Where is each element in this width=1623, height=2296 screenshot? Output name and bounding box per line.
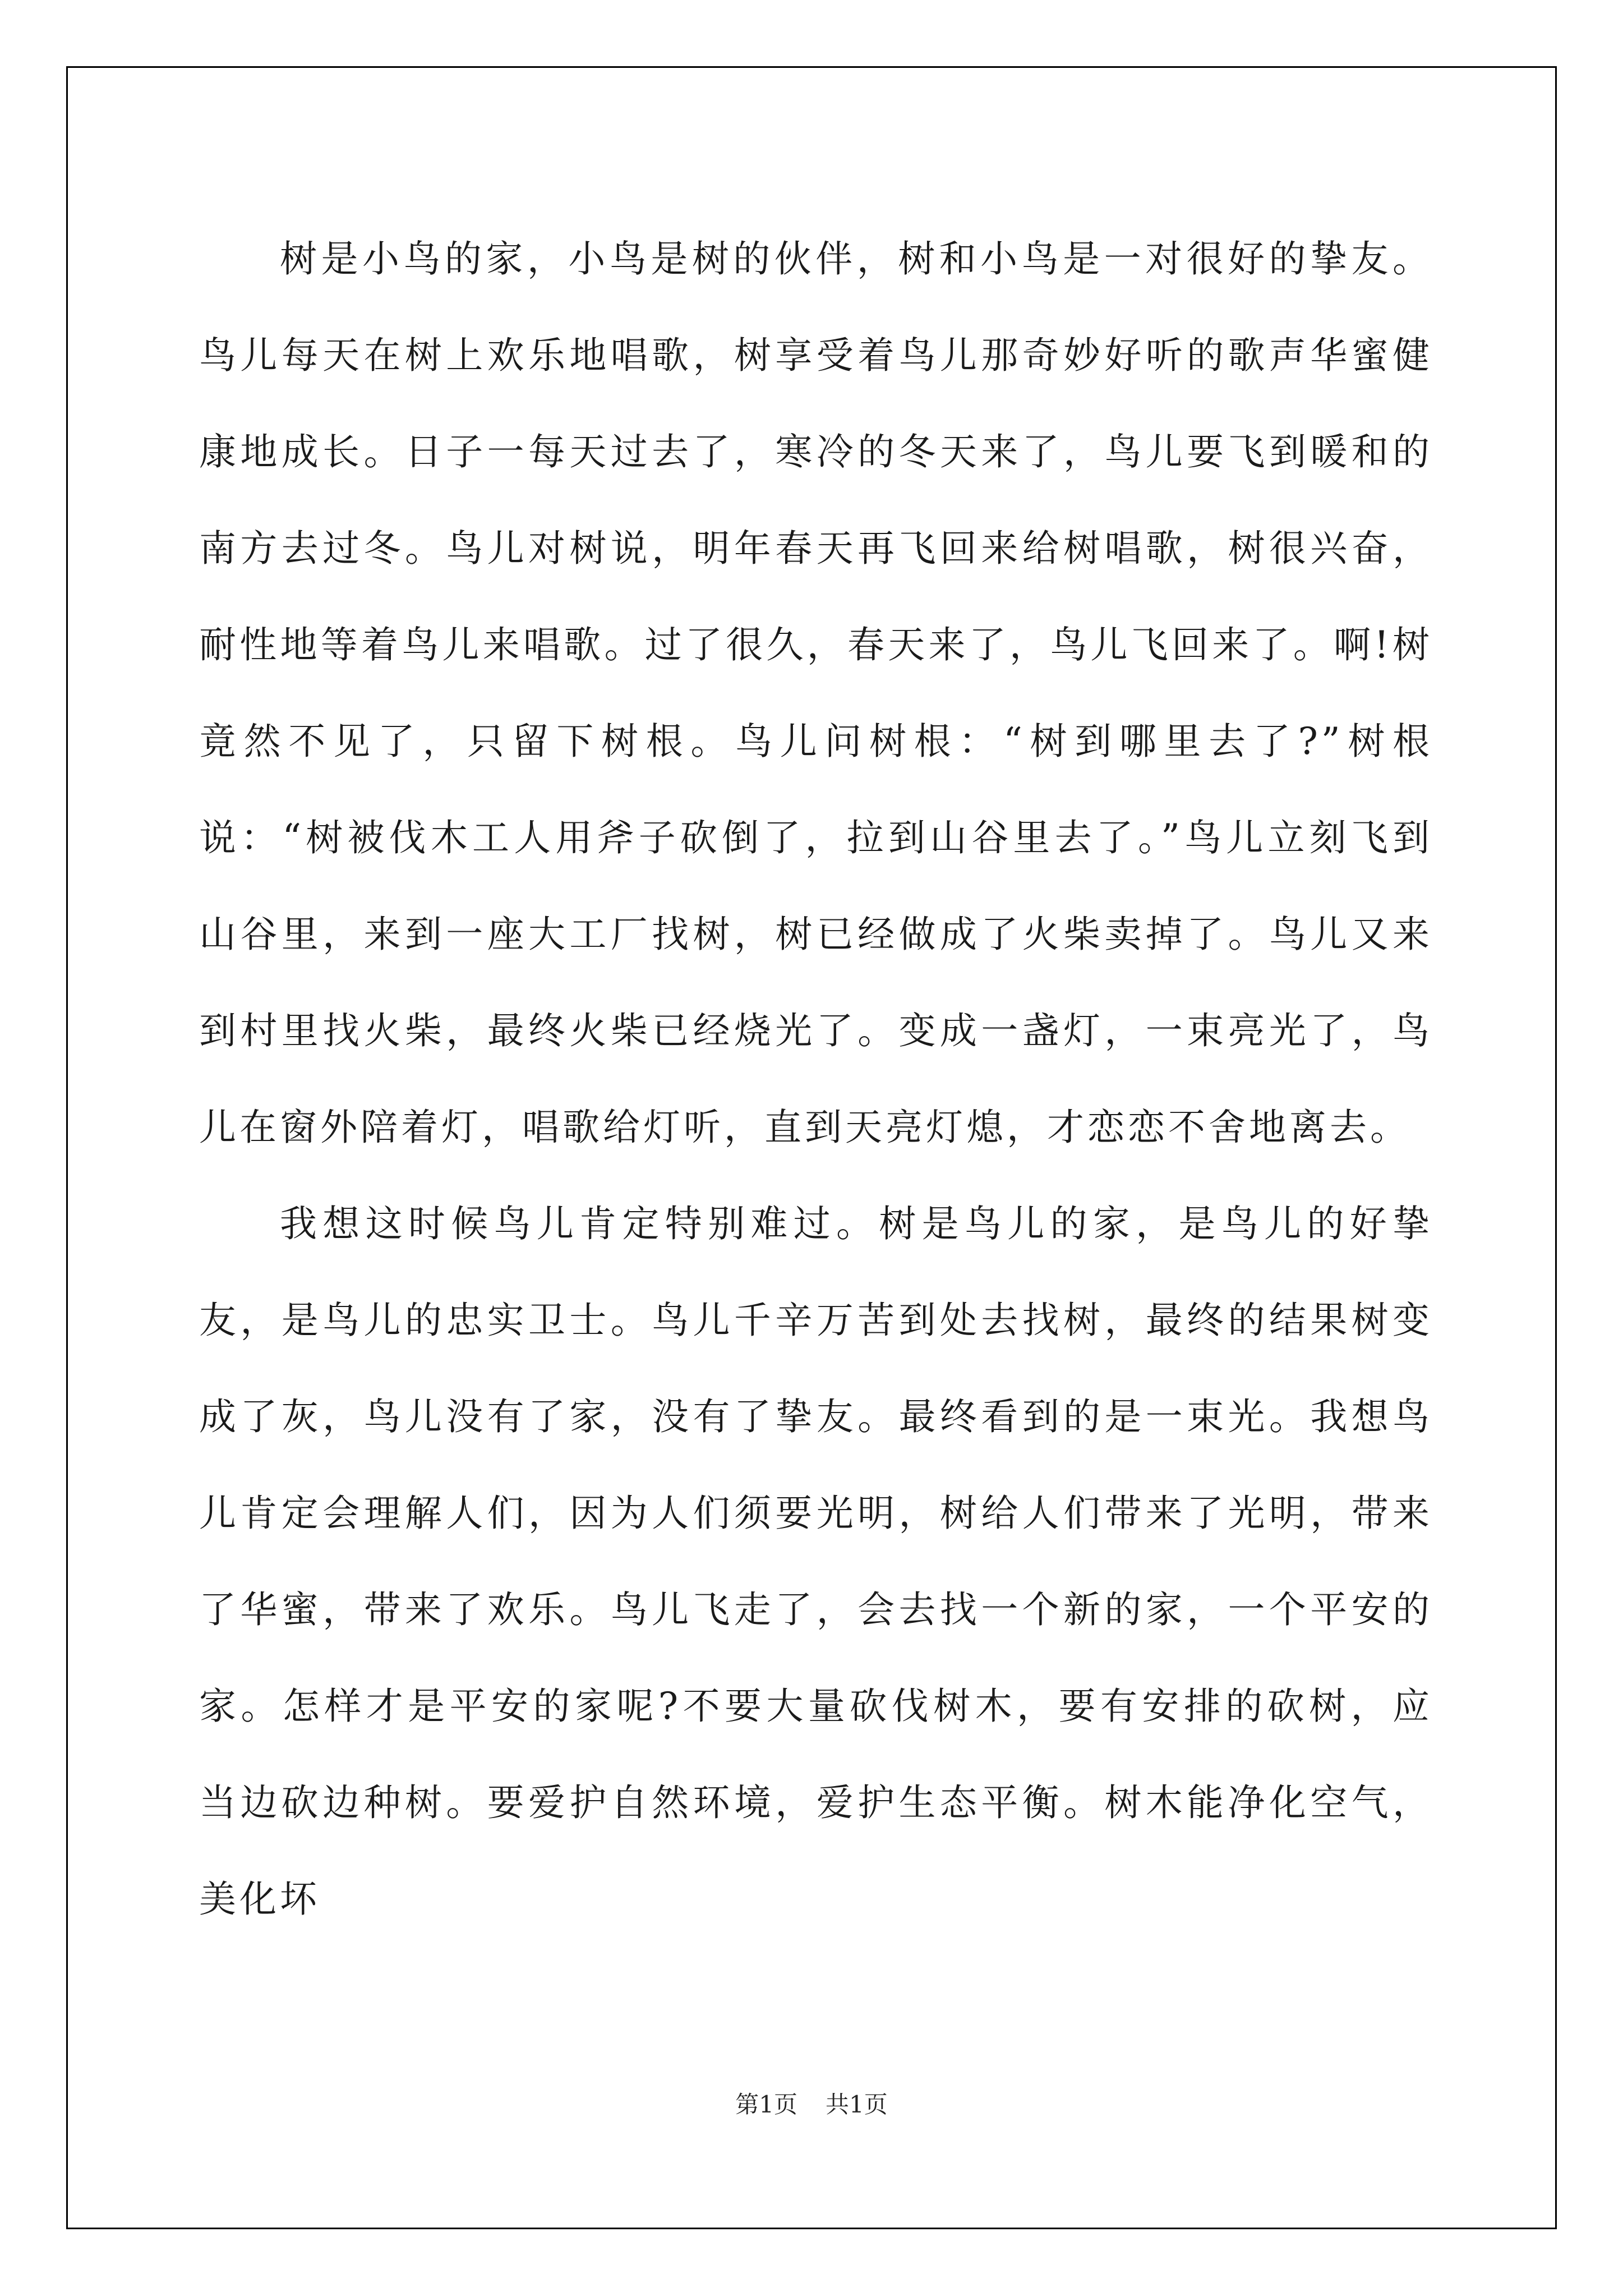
- document-body: [199, 211, 1433, 1948]
- page-number: 第1页: [735, 2091, 797, 2118]
- page-total: 共1页: [826, 2091, 888, 2118]
- page-footer: [0, 2088, 1623, 2122]
- paragraph-1: 树是小鸟的家，小鸟是树的伙伴，树和小鸟是一对很好的挚友。鸟儿每天在树上欢乐地唱歌，树享受着鸟儿那奇妙好听的歌声华蜜健康地成长。日子一每天过去了，寒冷的冬天来了，鸟儿要飞到暖和的南方去过冬。鸟儿对树说，明年春天再飞回来给树唱歌，树很兴奋，耐性地等着鸟儿来唱歌。过了很久，春天来了，鸟儿飞回来了。啊!树竟然不见了，只留下树根。鸟儿问树根：“树到哪里去了?”树根说：“树被伐木工人用斧子砍倒了，拉到山谷里去了。”鸟儿立刻飞到山谷里，来到一座大工厂找树，树已经做成了火柴卖掉了。鸟儿又来到村里找火柴，最终火柴已经烧光了。变成一盏灯，一束亮光了，鸟儿在窗外陪着灯，唱歌给灯听，直到天亮灯熄，才恋恋不舍地离去。: [199, 237, 1433, 1149]
- paragraph-2: 我想这时候鸟儿肯定特别难过。树是鸟儿的家，是鸟儿的好挚友，是鸟儿的忠实卫士。鸟儿千辛万苦到处去找树，最终的结果树变成了灰，鸟儿没有了家，没有了挚友。最终看到的是一束光。我想鸟儿肯定会理解人们，因为人们须要光明，树给人们带来了光明，带来了华蜜，带来了欢乐。鸟儿飞走了，会去找一个新的家，一个平安的家。怎样才是平安的家呢?不要大量砍伐树木，要有安排的砍树，应当边砍边种树。要爱护自然环境，爱护生态平衡。树木能净化空气，美化坏: [199, 1202, 1433, 1921]
